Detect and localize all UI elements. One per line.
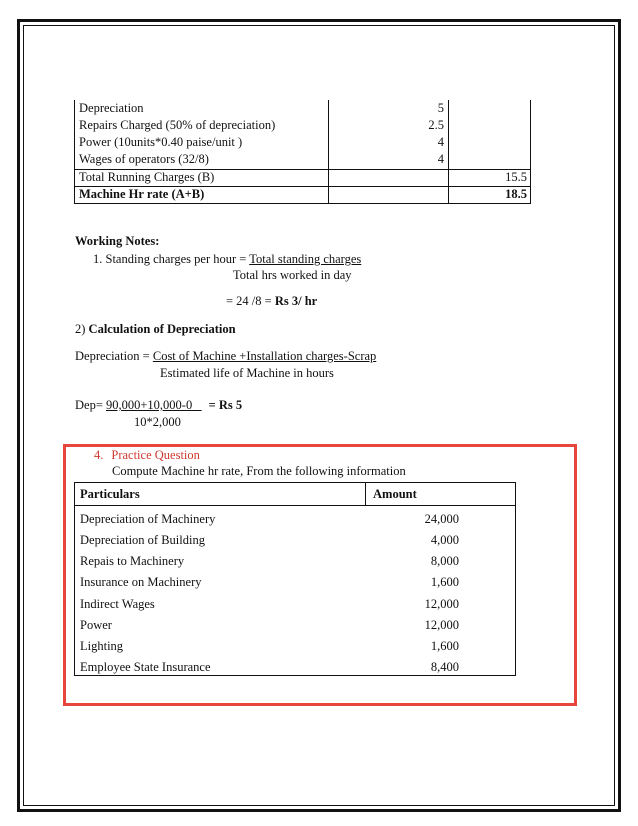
item-amount: 1,600 xyxy=(430,575,459,589)
note-2-title: Calculation of Depreciation xyxy=(88,322,236,336)
dep2-numerator: 90,000+10,000-0 xyxy=(106,398,202,412)
item-amount: 12,000 xyxy=(424,597,459,611)
table-row xyxy=(74,152,531,168)
header-particulars: Particulars xyxy=(80,487,140,501)
practice-number: 4. xyxy=(94,448,104,462)
item-label: Depreciation of Machinery xyxy=(80,512,216,526)
depreciation-calc xyxy=(75,398,242,413)
machine-rate-table xyxy=(74,100,531,204)
dep2-denominator: 10*2,000 xyxy=(134,415,181,429)
row-value: 2.5 xyxy=(428,118,444,132)
row-label: Machine Hr rate (A+B) xyxy=(79,187,205,201)
item-label: Indirect Wages xyxy=(80,597,155,611)
practice-instruction: Compute Machine hr rate, From the following information xyxy=(112,464,406,478)
table-line xyxy=(74,203,531,204)
row-label: Wages of operators (32/8) xyxy=(79,152,209,166)
item-label: Lighting xyxy=(80,639,124,653)
row-value: 4 xyxy=(437,135,444,149)
table-row xyxy=(74,101,531,117)
working-notes-heading: Working Notes: xyxy=(75,234,160,248)
row-total: 18.5 xyxy=(505,187,527,201)
row-value: 4 xyxy=(437,152,444,166)
note-1 xyxy=(93,252,361,267)
note-1-result xyxy=(226,294,317,309)
table-row xyxy=(74,118,531,134)
table-line xyxy=(365,483,366,505)
row-label: Power (10units*0.40 paise/unit ) xyxy=(79,135,243,149)
table-header xyxy=(75,483,515,506)
dep2-prefix: Dep= xyxy=(75,398,106,412)
row-label: Total Running Charges (B) xyxy=(79,170,215,184)
row-total: 15.5 xyxy=(505,170,527,184)
dep-numerator: Cost of Machine +Installation charges-Scrap xyxy=(152,349,377,363)
practice-table xyxy=(74,482,516,676)
item-label: Employee State Insurance xyxy=(80,660,211,674)
practice-question-title xyxy=(94,448,200,463)
note-1-denominator: Total hrs worked in day xyxy=(233,268,352,282)
depreciation-formula xyxy=(75,349,376,364)
table-row xyxy=(74,187,531,203)
table-row xyxy=(74,135,531,151)
dep-prefix: Depreciation = xyxy=(75,349,153,363)
row-label: Repairs Charged (50% of depreciation) xyxy=(79,118,276,132)
item-amount: 8,400 xyxy=(430,660,459,674)
practice-title: Practice Question xyxy=(111,448,200,462)
item-label: Power xyxy=(80,618,112,632)
table-row xyxy=(74,170,531,186)
item-amount: 12,000 xyxy=(424,618,459,632)
note-1-result-prefix: = 24 /8 = xyxy=(226,294,275,308)
dep2-result: = Rs 5 xyxy=(208,398,243,412)
item-amount: 4,000 xyxy=(430,533,459,547)
item-label: Insurance on Machinery xyxy=(80,575,202,589)
item-label: Depreciation of Building xyxy=(80,533,205,547)
header-amount: Amount xyxy=(373,487,417,501)
row-label: Depreciation xyxy=(79,101,144,115)
note-1-result-value: Rs 3/ hr xyxy=(274,294,318,308)
item-amount: 8,000 xyxy=(430,554,459,568)
item-amount: 24,000 xyxy=(424,512,459,526)
note-1-numerator: Total standing charges xyxy=(249,252,362,266)
dep-denominator: Estimated life of Machine in hours xyxy=(160,366,334,380)
item-amount: 1,600 xyxy=(430,639,459,653)
note-1-prefix: 1. Standing charges per hour = xyxy=(93,252,250,266)
note-2-number: 2) xyxy=(75,322,89,336)
note-2-heading xyxy=(75,322,236,337)
row-value: 5 xyxy=(437,101,444,115)
item-label: Repais to Machinery xyxy=(80,554,185,568)
